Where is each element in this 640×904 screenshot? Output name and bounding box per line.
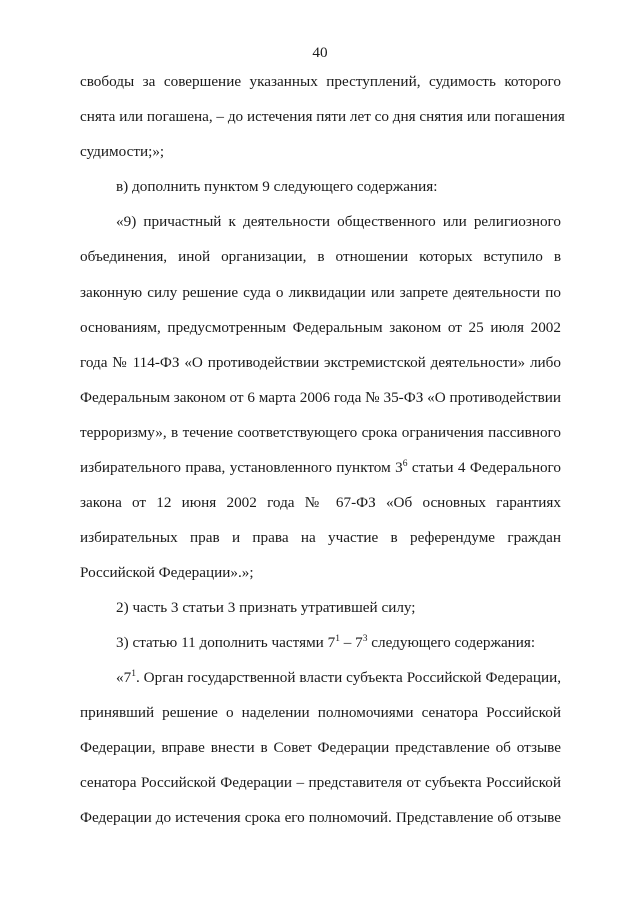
text-segment: . Орган государственной власти субъекта Российской Федерации, <box>135 669 561 686</box>
page-number: 40 <box>312 44 328 61</box>
superscript: 6 <box>402 459 408 469</box>
text-segment: «7 <box>116 669 132 686</box>
text-line: Федерации до истечения срока его полномочий. Представление об отзыве <box>80 809 561 826</box>
text-line <box>80 459 561 477</box>
text-line: снята или погашена, – до истечения пяти лет со дня снятия или погашения <box>80 108 565 125</box>
text-line: судимости;»; <box>80 143 165 160</box>
paragraph-line <box>116 669 561 687</box>
text-segment: следующего содержания: <box>367 634 536 651</box>
text-line: года № 114-ФЗ «О противодействии экстремистской деятельности» либо <box>80 354 561 371</box>
paragraph-line <box>116 634 561 652</box>
text-line: законную силу решение суда о ликвидации или запрете деятельности по <box>80 284 561 301</box>
text-line: Российской Федерации».»; <box>80 564 254 581</box>
paragraph-line: в) дополнить пунктом 9 следующего содержания: <box>116 178 438 195</box>
text-segment: – 7 <box>339 634 363 651</box>
text-line: Федерации, вправе внести в Совет Федерации представление об отзыве <box>80 739 561 756</box>
superscript: 1 <box>335 634 340 644</box>
paragraph-line: «9) причастный к деятельности общественного или религиозного <box>116 213 561 230</box>
superscript: 3 <box>362 634 368 644</box>
text-line: принявший решение о наделении полномочиями сенатора Российской <box>80 704 561 721</box>
paragraph-line: 2) часть 3 статьи 3 признать утратившей силу; <box>116 599 416 616</box>
text-line: Федеральным законом от 6 марта 2006 года № 35-ФЗ «О противодействии <box>80 389 561 406</box>
text-line: избирательных прав и права на участие в референдуме граждан <box>80 529 561 546</box>
text-line: закона от 12 июня 2002 года № 67-ФЗ «Об основных гарантиях <box>80 494 561 511</box>
text-line: свободы за совершение указанных преступлений, судимость которого <box>80 73 561 90</box>
text-line: объединения, иной организации, в отношении которых вступило в <box>80 248 561 265</box>
text-line: сенатора Российской Федерации – представителя от субъекта Российской <box>80 774 561 791</box>
superscript: 1 <box>131 669 136 679</box>
text-line: основаниям, предусмотренным Федеральным законом от 25 июля 2002 <box>80 319 561 336</box>
text-segment: избирательного права, установленного пунктом 3 <box>80 459 403 476</box>
text-line: терроризму», в течение соответствующего срока ограничения пассивного <box>80 424 561 441</box>
text-segment: 3) статью 11 дополнить частями 7 <box>116 634 336 651</box>
text-segment: статьи 4 Федерального <box>407 459 562 476</box>
